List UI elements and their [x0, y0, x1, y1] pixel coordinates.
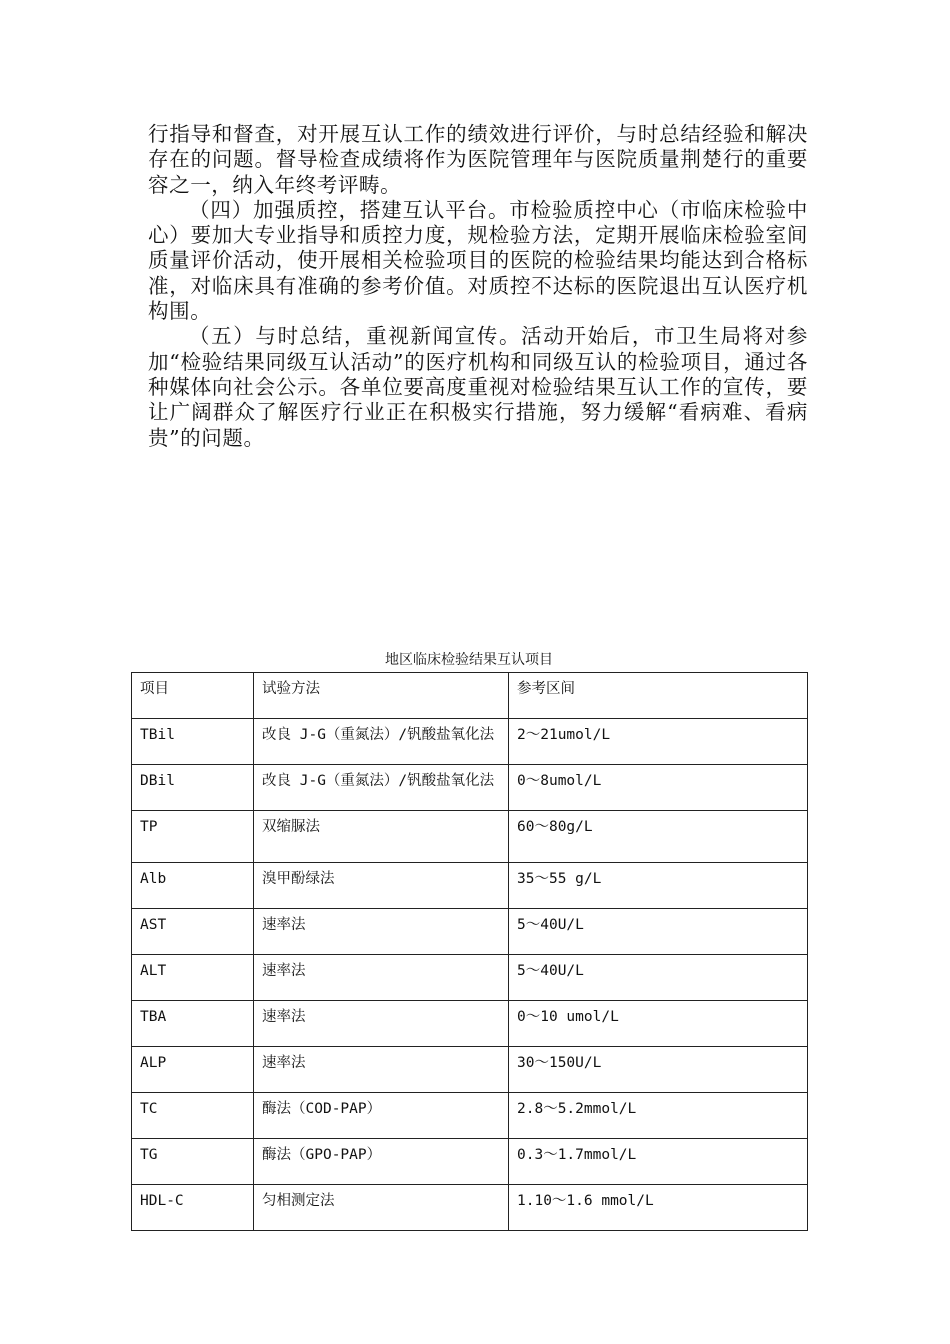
cell-method: 速率法: [254, 955, 509, 1001]
header-cell-range: 参考区间: [509, 673, 808, 719]
cell-range: 30～150U/L: [509, 1047, 808, 1093]
cell-range: 2.8～5.2mmol/L: [509, 1093, 808, 1139]
cell-item: HDL-C: [132, 1185, 254, 1231]
mutual-recognition-table: [131, 672, 808, 1231]
table-row: [132, 1185, 808, 1231]
cell-range: 0～10 umol/L: [509, 1001, 808, 1047]
table-row: [132, 863, 808, 909]
cell-range: 2～21umol/L: [509, 719, 808, 765]
cell-method: 酶法（GPO-PAP）: [254, 1139, 509, 1185]
table-header-row: [132, 673, 808, 719]
body-text: [148, 122, 808, 451]
table-row: [132, 765, 808, 811]
table-row: [132, 1139, 808, 1185]
table-row: [132, 1001, 808, 1047]
cell-method: 改良 J-G（重氮法）/钒酸盐氧化法: [254, 765, 509, 811]
table-caption: 地区临床检验结果互认项目: [385, 652, 553, 668]
cell-range: 35～55 g/L: [509, 863, 808, 909]
cell-item: AST: [132, 909, 254, 955]
paragraph: 行指导和督查，对开展互认工作的绩效进行评价，与时总结经验和解决存在的问题。督导检查成绩将作为医院管理年与医院质量荆楚行的重要容之一，纳入年终考评畴。: [148, 122, 808, 197]
cell-range: 60～80g/L: [509, 811, 808, 863]
cell-range: 0～8umol/L: [509, 765, 808, 811]
cell-item: Alb: [132, 863, 254, 909]
table-row: [132, 1093, 808, 1139]
cell-method: 匀相测定法: [254, 1185, 509, 1231]
table-row: [132, 909, 808, 955]
cell-method: 溴甲酚绿法: [254, 863, 509, 909]
header-cell-item: 项目: [132, 673, 254, 719]
cell-range: 0.3～1.7mmol/L: [509, 1139, 808, 1185]
header-cell-method: 试验方法: [254, 673, 509, 719]
cell-method: 酶法（COD-PAP）: [254, 1093, 509, 1139]
cell-item: ALT: [132, 955, 254, 1001]
table-row: [132, 955, 808, 1001]
cell-method: 速率法: [254, 909, 509, 955]
cell-item: ALP: [132, 1047, 254, 1093]
table-row: [132, 1047, 808, 1093]
cell-method: 改良 J-G（重氮法）/钒酸盐氧化法: [254, 719, 509, 765]
cell-item: TP: [132, 811, 254, 863]
cell-item: TBil: [132, 719, 254, 765]
cell-range: 1.10～1.6 mmol/L: [509, 1185, 808, 1231]
table-row: [132, 811, 808, 863]
cell-method: 速率法: [254, 1047, 509, 1093]
cell-range: 5～40U/L: [509, 955, 808, 1001]
cell-item: DBil: [132, 765, 254, 811]
cell-method: 速率法: [254, 1001, 509, 1047]
paragraph: （四）加强质控，搭建互认平台。市检验质控中心（市临床检验中心）要加大专业指导和质控力度，规检验方法，定期开展临床检验室间质量评价活动，使开展相关检验项目的医院的检验结果均能达到合格标准，对临床具有准确的参考价值。对质控不达标的医院退出互认医疗机构围。: [148, 197, 808, 324]
cell-item: TG: [132, 1139, 254, 1185]
cell-item: TBA: [132, 1001, 254, 1047]
cell-range: 5～40U/L: [509, 909, 808, 955]
paragraph: （五）与时总结，重视新闻宣传。活动开始后，市卫生局将对参加“检验结果同级互认活动”的医疗机构和同级互认的检验项目，通过各种媒体向社会公示。各单位要高度重视对检验结果互认工作的宣传，要让广阔群众了解医疗行业正在积极实行措施，努力缓解“看病难、看病贵”的问题。: [148, 324, 808, 450]
cell-item: TC: [132, 1093, 254, 1139]
cell-method: 双缩脲法: [254, 811, 509, 863]
table-row: [132, 719, 808, 765]
